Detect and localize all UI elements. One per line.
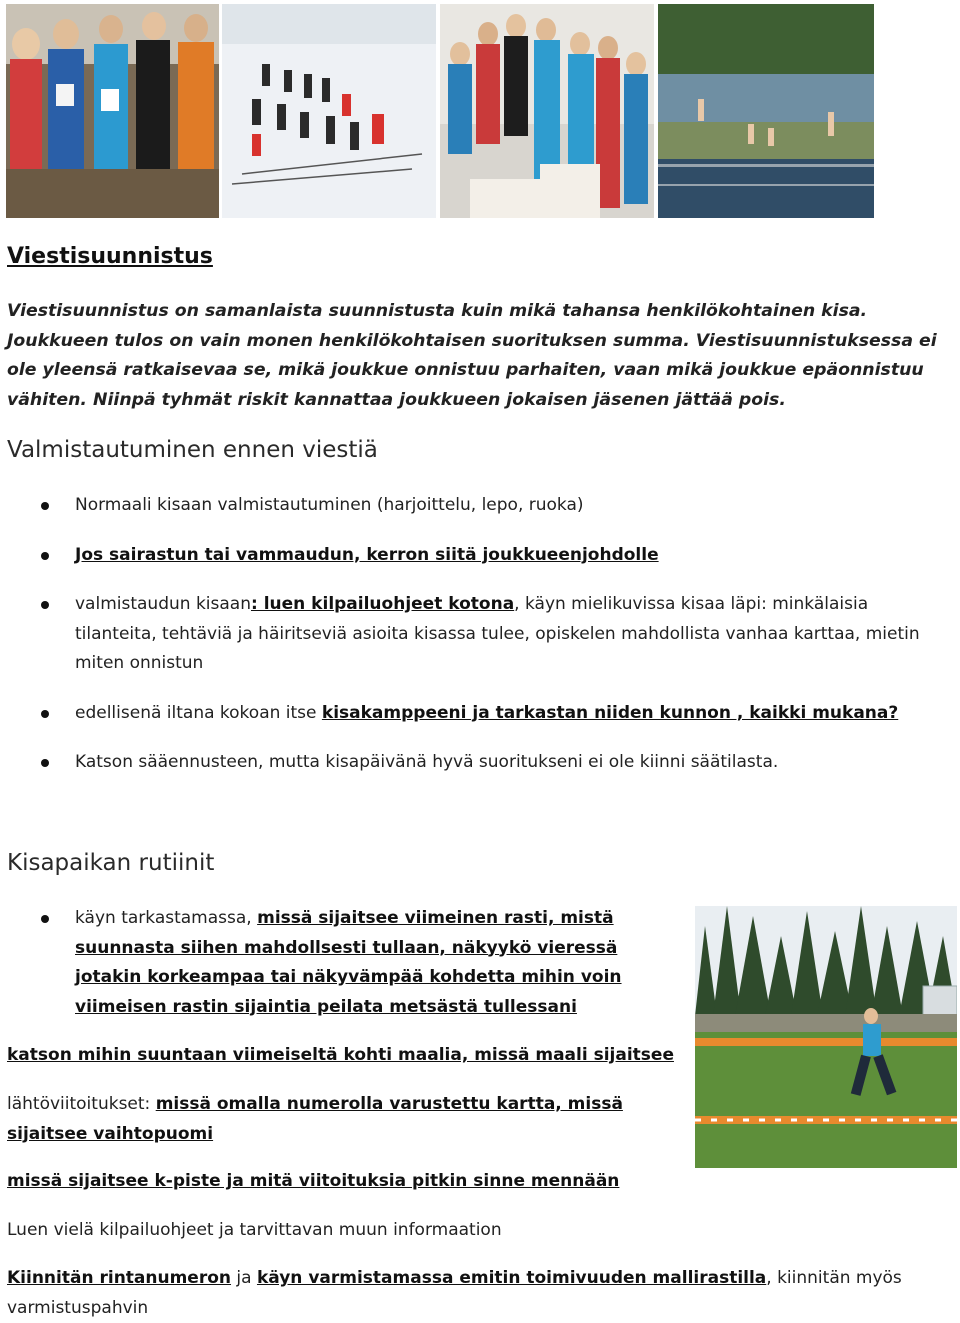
relay-runners-photo (6, 4, 219, 218)
routine-paragraph (7, 1216, 502, 1246)
list-item-text: Jos sairastun tai vammaudun, kerron siitä joukkueenjohdolle (75, 544, 659, 565)
routine-paragraph (7, 1041, 674, 1071)
list-item (0, 491, 935, 521)
routine-text: , kiinnitän myös varmistuspahvin (7, 1268, 902, 1318)
list-item (0, 590, 935, 679)
podium-team-photo (440, 4, 654, 218)
routine-text: ja (231, 1268, 257, 1288)
lake-swimmers-photo (658, 4, 874, 218)
routine-text: katson mihin suuntaan viimeiseltä kohti maalia, missä maali sijaitsee (7, 1045, 674, 1065)
list-item-text: edellisenä iltana kokoan itse (75, 702, 322, 723)
bullet-icon (41, 601, 49, 609)
list-item-text: valmistaudun kisaan (75, 594, 251, 614)
routine-emphasis: Kiinnitän rintanumeron (7, 1268, 232, 1288)
list-item-text: , käyn mielikuvissa kisaa läpi: minkälaisia tilanteita, tehtäviä ja häiritseviä asioita kisassa tulee, opiskelen mahdollista vanhaa karttaa, mietin miten onnistun (75, 594, 920, 673)
routine-paragraph (7, 1264, 937, 1323)
relay-intro-paragraph: Viestisuunnistus on samanlaista suunnistusta kuin mikä tahansa henkilökohtainen kisa. Joukkueen tulos on vain monen henkilökohtaisen suorituksen summa. Viestisuunnistuksessa ei ole yleensä ratkaisevaa se, mikä joukkue onnistuu parhaiten, vaan mikä joukkue epäonnistuu vähiten. Niinpä tyhmät riskit kannattaa joukkueen jokaisen jäsenen jättää pois. (7, 301, 937, 410)
ski-orienteering-photo (222, 4, 436, 218)
section-heading-preparation: Valmistautuminen ennen viestiä (7, 437, 378, 463)
list-item-emphasis: kisakamppeeni ja tarkastan niiden kunnon , kaikki mukana? (321, 702, 899, 723)
routine-emphasis: missä omalla numerolla varustettu kartta, missä sijaitsee vaihtopuomi (7, 1094, 623, 1144)
routine-text: lähtöviitoitukset: (7, 1094, 156, 1114)
list-item (0, 541, 935, 571)
routine-text: missä sijaitsee k-piste ja mitä viitoituksia pitkin sinne mennään (7, 1171, 620, 1191)
photo-strip (6, 4, 876, 218)
list-item-text: Normaali kisaan valmistautuminen (harjoittelu, lepo, ruoka) (75, 495, 584, 515)
routine-text: Luen vielä kilpailuohjeet ja tarvittavan muun informaation (7, 1220, 502, 1240)
finish-runner-photo (695, 906, 957, 1168)
routine-emphasis: käyn varmistamassa emitin toimivuuden mallirastilla (256, 1268, 767, 1288)
list-item (0, 748, 935, 778)
preparation-list (0, 491, 935, 798)
list-item-text: Katson sääennusteen, mutta kisapäivänä hyvä suoritukseni ei ole kiinni säätilasta. (75, 752, 779, 772)
bullet-icon (41, 915, 49, 923)
list-item (0, 904, 685, 1022)
section-heading-routines: Kisapaikan rutiinit (7, 850, 215, 876)
list-item-emphasis: : luen kilpailuohjeet kotona (250, 594, 515, 614)
bullet-icon (41, 502, 49, 510)
list-item (0, 699, 935, 729)
routine-paragraph (7, 1090, 687, 1149)
list-item-emphasis: missä sijaitsee viimeinen rasti, mistä suunnasta siihen mahdollsesti tullaan, näkyykö vieressä jotakin korkeampaa tai näkyvämpää kohdetta mihin voin viimeisen rastin sijaintia peilata metsästä tullessani (75, 908, 622, 1017)
routine-paragraph (7, 1167, 619, 1197)
list-item-text: käyn tarkastamassa, (75, 908, 258, 928)
bullet-icon (41, 710, 49, 718)
bullet-icon (41, 759, 49, 767)
routines-list (0, 904, 685, 1022)
section-heading-relay: Viestisuunnistus (7, 244, 213, 269)
bullet-icon (41, 552, 49, 560)
